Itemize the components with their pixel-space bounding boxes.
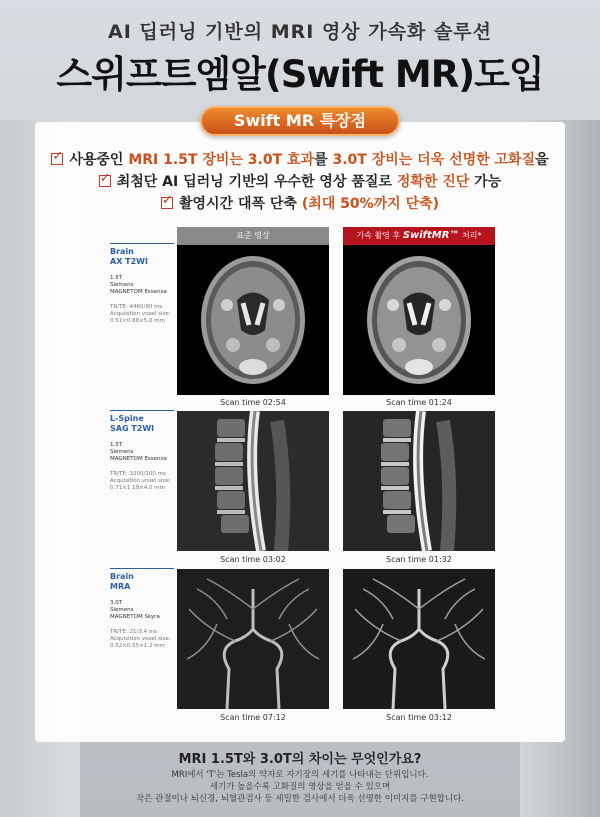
scan-time-lspine-standard: Scan time 03:02 — [220, 555, 286, 564]
scan-time-brain-mra-swiftmr: Scan time 03:12 — [386, 713, 452, 722]
row-label-brain-ax: Brain AX T2WI 1.5T Siemens MAGNETOM Essenza TR/TE: 4460/90 ms Acquisition voxel size: 0.51×0.68×5.0 mm — [110, 243, 174, 325]
scan-image-brain-mra-standard — [177, 569, 329, 709]
faq-answer-line-3: 작은 관절이나 뇌신경, 뇌혈관검사 등 세밀한 검사에서 더욱 선명한 이미지를 구현합니다. — [135, 794, 465, 804]
header-title: 스위프트엠알(Swift MR)도입 — [56, 53, 544, 96]
scan-time-lspine-swiftmr: Scan time 01:32 — [386, 555, 452, 564]
section-pill: Swift MR 특장점 — [200, 106, 400, 136]
faq-answer-line-1: MRI에서 'T'는 Tesla의 약자로 자기장의 세기를 나타내는 단위입니다. — [171, 770, 429, 780]
scan-time-brain-mra-standard: Scan time 07:12 — [220, 713, 286, 722]
check-icon — [51, 153, 63, 165]
scan-image-brain-ax-swiftmr — [343, 245, 495, 395]
feature-2: ✓최첨단 AI 딥러닝 기반의 우수한 영상 품질로 정확한 진단 가능 — [0, 171, 600, 191]
scan-image-brain-ax-standard — [177, 245, 329, 395]
feature-1: ✓사용중인 MRI 1.5T 장비는 3.0T 효과를 3.0T 장비는 더욱 선명한 고화질을 — [0, 149, 600, 169]
row-label-lspine: L-Spine SAG T2WI 1.5T Siemens MAGNETOM Essenza TR/TE: 3200/100 ms Acquisition voxel size: 0.71×1.19×4.0 mm — [110, 410, 174, 492]
faq-answer-line-2: 세기가 높을수록 고화질의 영상을 얻을 수 있으며 — [209, 782, 391, 792]
scan-image-lspine-standard — [177, 411, 329, 551]
header-subtitle: AI 딥러닝 기반의 MRI 영상 가속화 솔루션 — [107, 21, 493, 43]
faq-question: MRI 1.5T와 3.0T의 차이는 무엇인가요? — [178, 752, 422, 767]
scan-image-brain-mra-swiftmr — [343, 569, 495, 709]
check-icon — [161, 197, 173, 209]
scan-time-brain-ax-standard: Scan time 02:54 — [220, 398, 286, 407]
scan-image-lspine-swiftmr — [343, 411, 495, 551]
check-icon — [99, 175, 111, 187]
header — [0, 0, 600, 118]
column-header-swiftmr: 가속 촬영 후 SwiftMR™ 처리* — [343, 227, 495, 245]
row-label-brain-mra: Brain MRA 3.0T Siemens MAGNETOM Skyra TR/TE: 21/3.4 ms Acquisition voxel size: 0.52×0.55×1.2 mm — [110, 568, 174, 650]
scan-time-brain-ax-swiftmr: Scan time 01:24 — [386, 398, 452, 407]
feature-3: ✓촬영시간 대폭 단축 (최대 50%까지 단축) — [0, 193, 600, 213]
column-header-standard: 표준 영상 — [177, 227, 329, 245]
